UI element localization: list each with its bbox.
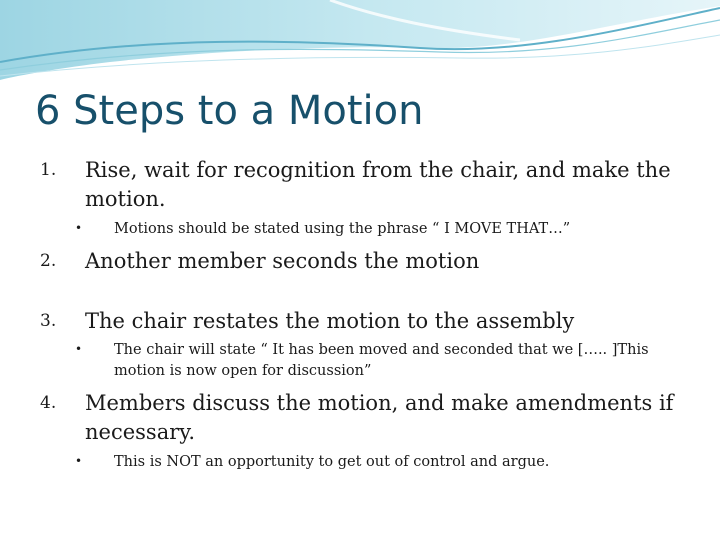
step-2-number: 2. xyxy=(40,251,57,271)
step-4-number: 4. xyxy=(40,393,57,413)
step-4-note-text: This is NOT an opportunity to get out of control and argue. xyxy=(114,454,550,470)
step-2-text: Another member seconds the motion xyxy=(85,249,480,273)
step-3-text: The chair restates the motion to the assembly xyxy=(85,309,575,333)
step-3-note xyxy=(40,340,680,382)
header-wave-decoration xyxy=(0,0,720,90)
step-1-note-text: Motions should be stated using the phrase “ I MOVE THAT…” xyxy=(114,221,571,237)
step-4-text: Members discuss the motion, and make amendments if necessary. xyxy=(85,391,674,444)
step-4-note xyxy=(40,452,680,473)
step-1 xyxy=(40,156,680,214)
bullet-icon: • xyxy=(75,221,83,235)
step-1-number: 1. xyxy=(40,160,57,180)
step-3-note-text: The chair will state “ It has been moved and seconded that we [….. ]This motion is now open for discussion” xyxy=(114,342,649,379)
step-4 xyxy=(40,389,680,447)
step-1-note xyxy=(40,219,680,240)
step-3-number: 3. xyxy=(40,311,57,331)
step-1-text: Rise, wait for recognition from the chair, and make the motion. xyxy=(85,158,671,211)
step-3 xyxy=(40,307,680,336)
slide-title: 6 Steps to a Motion xyxy=(35,88,424,134)
step-2 xyxy=(40,247,680,276)
bullet-icon: • xyxy=(75,342,83,356)
bullet-icon: • xyxy=(75,454,83,468)
